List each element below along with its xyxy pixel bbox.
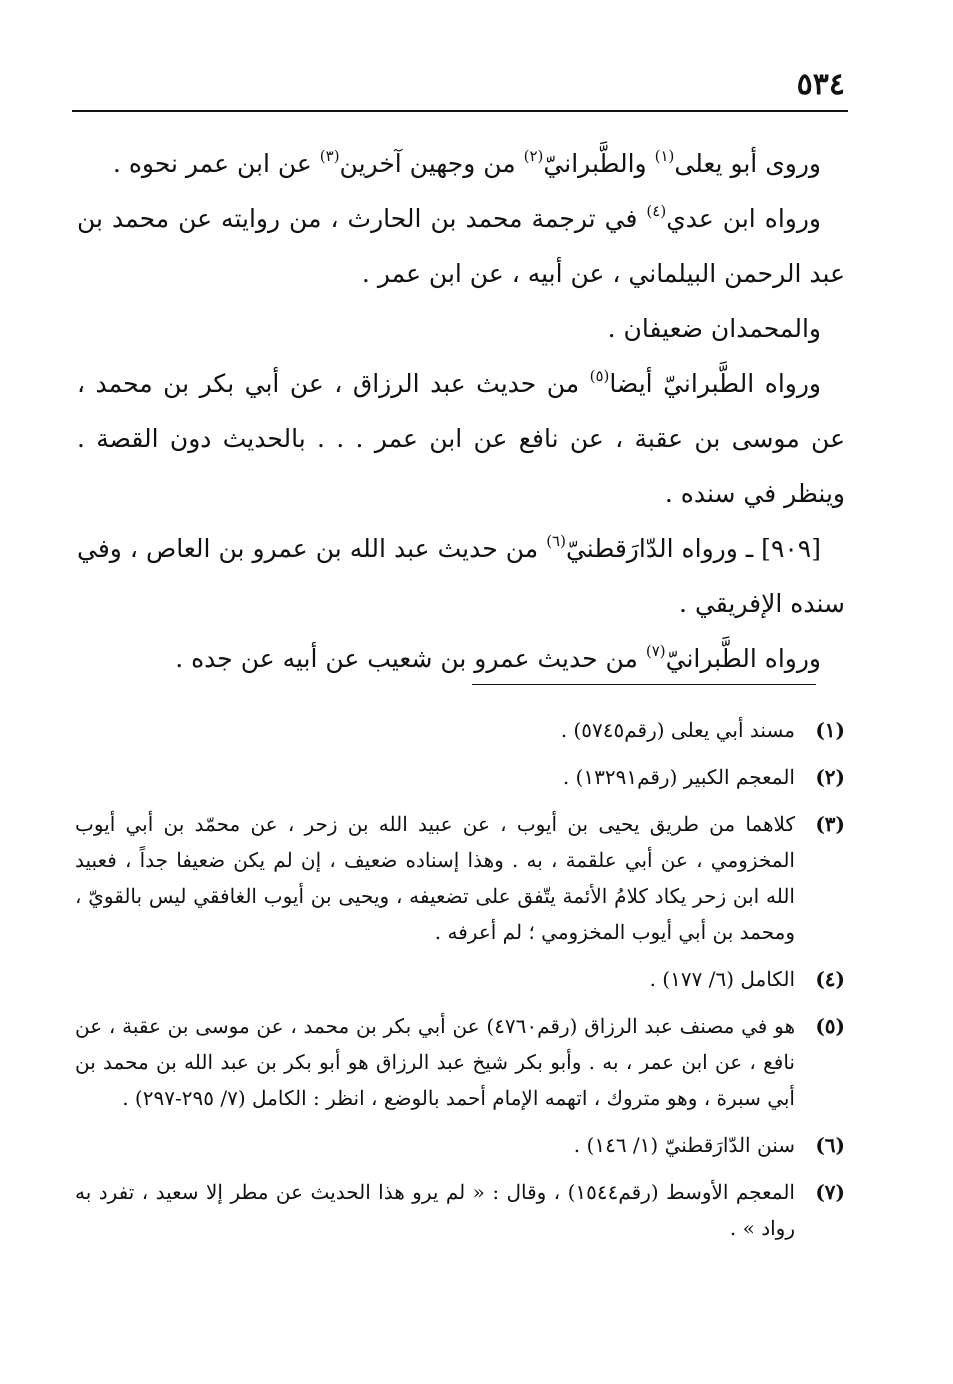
footnote-3	[75, 806, 845, 950]
footnote-ref-1[interactable]: (١)	[654, 147, 675, 165]
footnote-6	[75, 1127, 845, 1163]
footnote-number: (٦)	[815, 1133, 845, 1157]
main-text	[77, 136, 845, 686]
paragraph-2	[77, 191, 845, 301]
footnote-text: المعجم الأوسط (رقم١٥٤٤) ، وقال : « لم يرو هذا الحديث عن مطر إلا سعيد ، تفرد به رواد » .	[75, 1180, 795, 1240]
footnote-ref-5[interactable]: (٥)	[589, 367, 610, 385]
paragraph-4	[77, 356, 845, 521]
footnote-5	[75, 1008, 845, 1116]
paragraph-5-text-2: من حديث عبد الله بن عمرو بن العاص ، وفي سنده الإفريقي .	[77, 534, 845, 618]
footnote-text: المعجم الكبير (رقم١٣٢٩١) .	[562, 765, 795, 789]
paragraph-4-text-2: من حديث عبد الرزاق ، عن أبي بكر بن محمد ، عن موسى بن عقبة ، عن نافع عن ابن عمر . . . بالحديث دون القصة . وينظر في سنده .	[77, 369, 845, 508]
footnote-text: كلاهما من طريق يحيى بن أيوب ، عن عبيد الله بن زحر ، عن محمّد بن أبي أيوب المخزومي ، عن أبي علقمة ، به . وهذا إسناده ضعيف ، إن لم يكن ضعيفا جداً ، فعبيد الله ابن زحر يكاد كلامُ الأئمة يتّفق على تضعيفه ، ويحيى بن أيوب الغافقي ليس بالقويّ ، ومحمد بن أبي أيوب المخزومي ؛ لم أعرفه .	[75, 812, 795, 944]
paragraph-6-text-1: ورواه الطَّبرانيّ	[665, 644, 821, 673]
page-number: ٥٣٤	[796, 67, 845, 102]
paragraph-6-text-2: من حديث عمرو بن شعيب عن أبيه عن جده .	[175, 644, 646, 673]
footnote-number: (٣)	[815, 812, 845, 836]
paragraph-3-text-1: والمحمدان ضعيفان .	[607, 314, 821, 343]
footnote-separator	[472, 684, 816, 685]
footnote-number: (٤)	[815, 967, 845, 991]
footnote-4	[75, 961, 845, 997]
paragraph-1-text-4: عن ابن عمر نحوه .	[112, 149, 320, 178]
footnote-text: سنن الدّارَقطنيّ (١/ ١٤٦) .	[573, 1133, 795, 1157]
footnote-2	[75, 759, 845, 795]
paragraph-1	[77, 136, 845, 191]
footnote-number: (١)	[815, 718, 845, 742]
footnote-text: مسند أبي يعلى (رقم٥٧٤٥) .	[560, 718, 795, 742]
paragraph-2-text-2: في ترجمة محمد بن الحارث ، من روايته عن محمد بن عبد الرحمن البيلماني ، عن أبيه ، عن ابن عمر .	[77, 204, 845, 288]
footnote-number: (٧)	[815, 1180, 845, 1204]
footnote-ref-2[interactable]: (٢)	[523, 147, 544, 165]
footnote-number: (٥)	[815, 1014, 845, 1038]
footnote-ref-3[interactable]: (٣)	[319, 147, 340, 165]
paragraph-3	[77, 301, 845, 356]
paragraph-6	[77, 631, 845, 686]
footnote-1	[75, 712, 845, 748]
paragraph-1-text-2: والطَّبرانيّ	[543, 149, 655, 178]
paragraph-5-text-1: [٩٠٩] ـ ورواه الدّارَقطنيّ	[565, 534, 821, 563]
header-rule	[72, 110, 848, 112]
footnote-ref-4[interactable]: (٤)	[646, 202, 667, 220]
paragraph-1-text-1: وروى أبو يعلى	[674, 149, 821, 178]
footnotes	[75, 712, 845, 1257]
paragraph-2-text-1: ورواه ابن عدي	[666, 204, 822, 233]
footnote-number: (٢)	[815, 765, 845, 789]
paragraph-5	[77, 521, 845, 631]
paragraph-4-text-1: ورواه الطَّبرانيّ أيضا	[609, 369, 821, 398]
footnote-7	[75, 1174, 845, 1246]
footnote-text: هو في مصنف عبد الرزاق (رقم٤٧٦٠) عن أبي بكر بن محمد ، عن موسى بن عقبة ، عن نافع ، عن ابن عمر ، به . وأبو بكر شيخ عبد الرزاق هو أبو بكر بن عبد الله بن محمد بن أبي سبرة ، وهو متروك ، اتهمه الإمام أحمد بالوضع ، انظر : الكامل (٧/ ٢٩٥-٢٩٧) .	[75, 1014, 795, 1110]
footnote-ref-6[interactable]: (٦)	[546, 532, 566, 550]
footnote-ref-7[interactable]: (٧)	[645, 642, 666, 660]
footnote-text: الكامل (٦/ ١٧٧) .	[649, 967, 795, 991]
paragraph-1-text-3: من وجهين آخرين	[339, 149, 524, 178]
